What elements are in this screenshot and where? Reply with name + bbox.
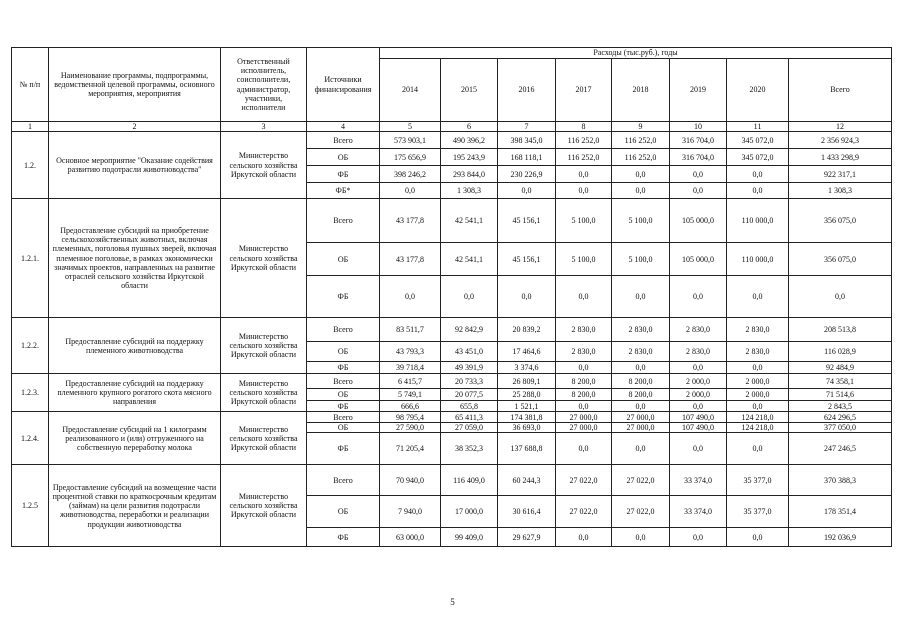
item-responsible: Министерство сельского хозяйства Иркутской области — [221, 412, 307, 465]
year-value: 27 000,0 — [556, 412, 612, 423]
funding-source: ФБ — [307, 276, 380, 318]
year-value: 107 490,0 — [670, 412, 727, 423]
total-value: 2 843,5 — [789, 401, 892, 412]
year-value: 345 072,0 — [727, 149, 789, 166]
header-expenses: Расходы (тыс.руб.), годы — [380, 48, 892, 59]
total-value: 192 036,9 — [789, 528, 892, 547]
funding-source: Всего — [307, 132, 380, 149]
year-value: 116 252,0 — [612, 132, 670, 149]
year-value: 0,0 — [727, 362, 789, 374]
column-numbers-row — [12, 122, 892, 132]
funding-source: Всего — [307, 465, 380, 496]
funding-source: ФБ — [307, 401, 380, 412]
table-row — [12, 374, 892, 389]
total-value: 178 351,4 — [789, 496, 892, 528]
year-value: 0,0 — [380, 183, 441, 199]
item-name: Предоставление субсидий на приобретение сельскохозяйственных животных, включая племенных, поголовья пушных зверей, включая племенное поголовье, в рамках экономически значимых проектов, направленных на развитие отраслей сельского хозяйства Иркутской области — [49, 199, 221, 318]
year-value: 0,0 — [612, 362, 670, 374]
year-value: 116 252,0 — [612, 149, 670, 166]
column-number: 7 — [498, 122, 556, 132]
total-value: 370 388,3 — [789, 465, 892, 496]
year-value: 2 830,0 — [556, 318, 612, 342]
year-value: 2 000,0 — [727, 374, 789, 389]
total-value: 2 356 924,3 — [789, 132, 892, 149]
year-value: 5 100,0 — [612, 243, 670, 276]
year-value: 42 541,1 — [441, 199, 498, 243]
year-value: 43 177,8 — [380, 199, 441, 243]
year-value: 7 940,0 — [380, 496, 441, 528]
year-value: 8 200,0 — [556, 389, 612, 401]
year-value: 35 377,0 — [727, 496, 789, 528]
item-number: 1.2.4. — [12, 412, 49, 465]
year-value: 49 391,9 — [441, 362, 498, 374]
column-number: 12 — [789, 122, 892, 132]
column-number: 6 — [441, 122, 498, 132]
year-value: 0,0 — [670, 183, 727, 199]
column-number: 8 — [556, 122, 612, 132]
year-value: 110 000,0 — [727, 199, 789, 243]
year-value: 2 000,0 — [670, 389, 727, 401]
year-value: 0,0 — [556, 401, 612, 412]
year-value: 20 077,5 — [441, 389, 498, 401]
year-value: 0,0 — [556, 433, 612, 465]
year-value: 1 308,3 — [441, 183, 498, 199]
total-value: 377 050,0 — [789, 423, 892, 433]
year-value: 2 000,0 — [727, 389, 789, 401]
year-value: 110 000,0 — [727, 243, 789, 276]
year-value: 0,0 — [498, 276, 556, 318]
year-value: 20 839,2 — [498, 318, 556, 342]
year-value: 124 218,0 — [727, 412, 789, 423]
year-value: 5 749,1 — [380, 389, 441, 401]
year-value: 63 000,0 — [380, 528, 441, 547]
item-name: Основное мероприятие "Оказание содействия развитию подотрасли животноводства" — [49, 132, 221, 199]
year-value: 27 022,0 — [612, 496, 670, 528]
year-value: 71 205,4 — [380, 433, 441, 465]
year-value: 27 000,0 — [612, 412, 670, 423]
item-number: 1.2.5 — [12, 465, 49, 547]
year-value: 5 100,0 — [556, 199, 612, 243]
item-number: 1.2.1. — [12, 199, 49, 318]
year-value: 0,0 — [556, 362, 612, 374]
item-number: 1.2.2. — [12, 318, 49, 374]
year-value: 2 830,0 — [556, 342, 612, 362]
year-value: 0,0 — [727, 276, 789, 318]
item-name: Предоставление субсидий на поддержку племенного крупного рогатого скота мясного направления — [49, 374, 221, 412]
year-value: 99 409,0 — [441, 528, 498, 547]
year-value: 0,0 — [727, 433, 789, 465]
year-value: 27 000,0 — [612, 423, 670, 433]
year-value: 0,0 — [612, 183, 670, 199]
total-value: 624 296,5 — [789, 412, 892, 423]
year-value: 0,0 — [727, 183, 789, 199]
year-value: 0,0 — [556, 166, 612, 183]
total-value: 356 075,0 — [789, 243, 892, 276]
year-value: 29 627,9 — [498, 528, 556, 547]
year-value: 8 200,0 — [612, 389, 670, 401]
year-value: 316 704,0 — [670, 149, 727, 166]
year-value: 0,0 — [727, 528, 789, 547]
total-value: 1 308,3 — [789, 183, 892, 199]
year-value: 8 200,0 — [612, 374, 670, 389]
total-value: 0,0 — [789, 276, 892, 318]
year-value: 92 842,9 — [441, 318, 498, 342]
funding-source: ФБ — [307, 528, 380, 547]
header-year: 2016 — [498, 59, 556, 122]
year-value: 17 000,0 — [441, 496, 498, 528]
year-value: 0,0 — [727, 166, 789, 183]
year-value: 573 903,1 — [380, 132, 441, 149]
header-sources: Источники финансирования — [307, 48, 380, 122]
year-value: 2 830,0 — [612, 342, 670, 362]
year-value: 0,0 — [612, 433, 670, 465]
year-value: 30 616,4 — [498, 496, 556, 528]
year-value: 27 022,0 — [612, 465, 670, 496]
header-year: 2018 — [612, 59, 670, 122]
funding-source: ОБ — [307, 423, 380, 433]
year-value: 27 000,0 — [556, 423, 612, 433]
total-value: 208 513,8 — [789, 318, 892, 342]
year-value: 124 218,0 — [727, 423, 789, 433]
year-value: 38 352,3 — [441, 433, 498, 465]
year-value: 0,0 — [556, 183, 612, 199]
year-value: 116 252,0 — [556, 149, 612, 166]
year-value: 33 374,0 — [670, 496, 727, 528]
budget-table — [11, 47, 892, 547]
year-value: 398 345,0 — [498, 132, 556, 149]
year-value: 2 830,0 — [670, 342, 727, 362]
year-value: 655,8 — [441, 401, 498, 412]
year-value: 33 374,0 — [670, 465, 727, 496]
year-value: 0,0 — [727, 401, 789, 412]
funding-source: ОБ — [307, 496, 380, 528]
year-value: 43 451,0 — [441, 342, 498, 362]
year-value: 168 118,1 — [498, 149, 556, 166]
year-value: 0,0 — [670, 276, 727, 318]
year-value: 2 830,0 — [670, 318, 727, 342]
year-value: 6 415,7 — [380, 374, 441, 389]
year-value: 2 000,0 — [670, 374, 727, 389]
year-value: 42 541,1 — [441, 243, 498, 276]
funding-source: Всего — [307, 374, 380, 389]
year-value: 137 688,8 — [498, 433, 556, 465]
item-name: Предоставление субсидий на поддержку племенного животноводства — [49, 318, 221, 374]
total-value: 74 358,1 — [789, 374, 892, 389]
year-value: 45 156,1 — [498, 199, 556, 243]
header-year: 2014 — [380, 59, 441, 122]
header-year: 2015 — [441, 59, 498, 122]
year-value: 36 693,0 — [498, 423, 556, 433]
table-body — [12, 132, 892, 547]
year-value: 0,0 — [670, 433, 727, 465]
total-value: 116 028,9 — [789, 342, 892, 362]
year-value: 27 022,0 — [556, 465, 612, 496]
page-number: 5 — [450, 597, 455, 607]
year-value: 2 830,0 — [727, 342, 789, 362]
year-value: 2 830,0 — [612, 318, 670, 342]
year-value: 5 100,0 — [556, 243, 612, 276]
column-number: 10 — [670, 122, 727, 132]
year-value: 116 252,0 — [556, 132, 612, 149]
item-name: Предоставление субсидий на 1 килограмм реализованного и (или) отгруженного на собственную переработку молока — [49, 412, 221, 465]
year-value: 398 246,2 — [380, 166, 441, 183]
year-value: 0,0 — [670, 528, 727, 547]
year-value: 0,0 — [670, 362, 727, 374]
item-number: 1.2. — [12, 132, 49, 199]
item-name: Предоставление субсидий на возмещение части процентной ставки по краткосрочным кредитам (займам) на цели развития подотрасли животноводства, переработки и реализации продукции животноводства — [49, 465, 221, 547]
year-value: 0,0 — [612, 528, 670, 547]
funding-source: ФБ* — [307, 183, 380, 199]
item-responsible: Министерство сельского хозяйства Иркутской области — [221, 199, 307, 318]
year-value: 174 381,8 — [498, 412, 556, 423]
column-number: 4 — [307, 122, 380, 132]
total-value: 922 317,1 — [789, 166, 892, 183]
year-value: 666,6 — [380, 401, 441, 412]
table-row — [12, 132, 892, 149]
header-year: 2017 — [556, 59, 612, 122]
year-value: 293 844,0 — [441, 166, 498, 183]
year-value: 27 022,0 — [556, 496, 612, 528]
year-value: 17 464,6 — [498, 342, 556, 362]
funding-source: ОБ — [307, 149, 380, 166]
header-year: 2019 — [670, 59, 727, 122]
year-value: 105 000,0 — [670, 199, 727, 243]
item-number: 1.2.3. — [12, 374, 49, 412]
table-row — [12, 412, 892, 423]
year-value: 65 411,3 — [441, 412, 498, 423]
funding-source: ОБ — [307, 243, 380, 276]
year-value: 70 940,0 — [380, 465, 441, 496]
year-value: 0,0 — [612, 276, 670, 318]
item-responsible: Министерство сельского хозяйства Иркутской области — [221, 132, 307, 199]
funding-source: Всего — [307, 199, 380, 243]
year-value: 0,0 — [556, 276, 612, 318]
column-number: 1 — [12, 122, 49, 132]
table-row — [12, 465, 892, 496]
header-total: Всего — [789, 59, 892, 122]
header-year: 2020 — [727, 59, 789, 122]
funding-source: ФБ — [307, 166, 380, 183]
year-value: 1 521,1 — [498, 401, 556, 412]
column-number: 2 — [49, 122, 221, 132]
funding-source: ФБ — [307, 433, 380, 465]
year-value: 60 244,3 — [498, 465, 556, 496]
year-value: 43 793,3 — [380, 342, 441, 362]
year-value: 26 809,1 — [498, 374, 556, 389]
year-value: 98 795,4 — [380, 412, 441, 423]
year-value: 0,0 — [670, 401, 727, 412]
total-value: 247 246,5 — [789, 433, 892, 465]
year-value: 116 409,0 — [441, 465, 498, 496]
item-responsible: Министерство сельского хозяйства Иркутской области — [221, 318, 307, 374]
year-value: 35 377,0 — [727, 465, 789, 496]
year-value: 43 177,8 — [380, 243, 441, 276]
year-value: 0,0 — [441, 276, 498, 318]
year-value: 5 100,0 — [612, 199, 670, 243]
funding-source: ОБ — [307, 389, 380, 401]
table-row — [12, 199, 892, 243]
year-value: 345 072,0 — [727, 132, 789, 149]
year-value: 25 288,0 — [498, 389, 556, 401]
year-value: 230 226,9 — [498, 166, 556, 183]
column-number: 3 — [221, 122, 307, 132]
year-value: 2 830,0 — [727, 318, 789, 342]
year-value: 0,0 — [612, 166, 670, 183]
year-value: 316 704,0 — [670, 132, 727, 149]
year-value: 0,0 — [612, 401, 670, 412]
item-responsible: Министерство сельского хозяйства Иркутской области — [221, 374, 307, 412]
year-value: 105 000,0 — [670, 243, 727, 276]
year-value: 0,0 — [380, 276, 441, 318]
header-responsible: Ответственный исполнитель, соисполнители, администратор, участники, исполнители — [221, 48, 307, 122]
year-value: 0,0 — [556, 528, 612, 547]
funding-source: Всего — [307, 412, 380, 423]
total-value: 92 484,9 — [789, 362, 892, 374]
year-value: 45 156,1 — [498, 243, 556, 276]
year-value: 3 374,6 — [498, 362, 556, 374]
column-number: 5 — [380, 122, 441, 132]
header-name: Наименование программы, подпрограммы, ведомственной целевой программы, основного мероприятия, мероприятия — [49, 48, 221, 122]
year-value: 0,0 — [498, 183, 556, 199]
total-value: 356 075,0 — [789, 199, 892, 243]
total-value: 71 514,6 — [789, 389, 892, 401]
funding-source: ОБ — [307, 342, 380, 362]
funding-source: ФБ — [307, 362, 380, 374]
item-responsible: Министерство сельского хозяйства Иркутской области — [221, 465, 307, 547]
total-value: 1 433 298,9 — [789, 149, 892, 166]
year-value: 0,0 — [670, 166, 727, 183]
year-value: 20 733,3 — [441, 374, 498, 389]
year-value: 175 656,9 — [380, 149, 441, 166]
header-num: № п/п — [12, 48, 49, 122]
year-value: 8 200,0 — [556, 374, 612, 389]
year-value: 27 059,0 — [441, 423, 498, 433]
year-value: 490 396,2 — [441, 132, 498, 149]
funding-source: Всего — [307, 318, 380, 342]
column-number: 11 — [727, 122, 789, 132]
table-row — [12, 318, 892, 342]
year-value: 107 490,0 — [670, 423, 727, 433]
year-value: 39 718,4 — [380, 362, 441, 374]
year-value: 83 511,7 — [380, 318, 441, 342]
column-number: 9 — [612, 122, 670, 132]
year-value: 195 243,9 — [441, 149, 498, 166]
year-value: 27 590,0 — [380, 423, 441, 433]
